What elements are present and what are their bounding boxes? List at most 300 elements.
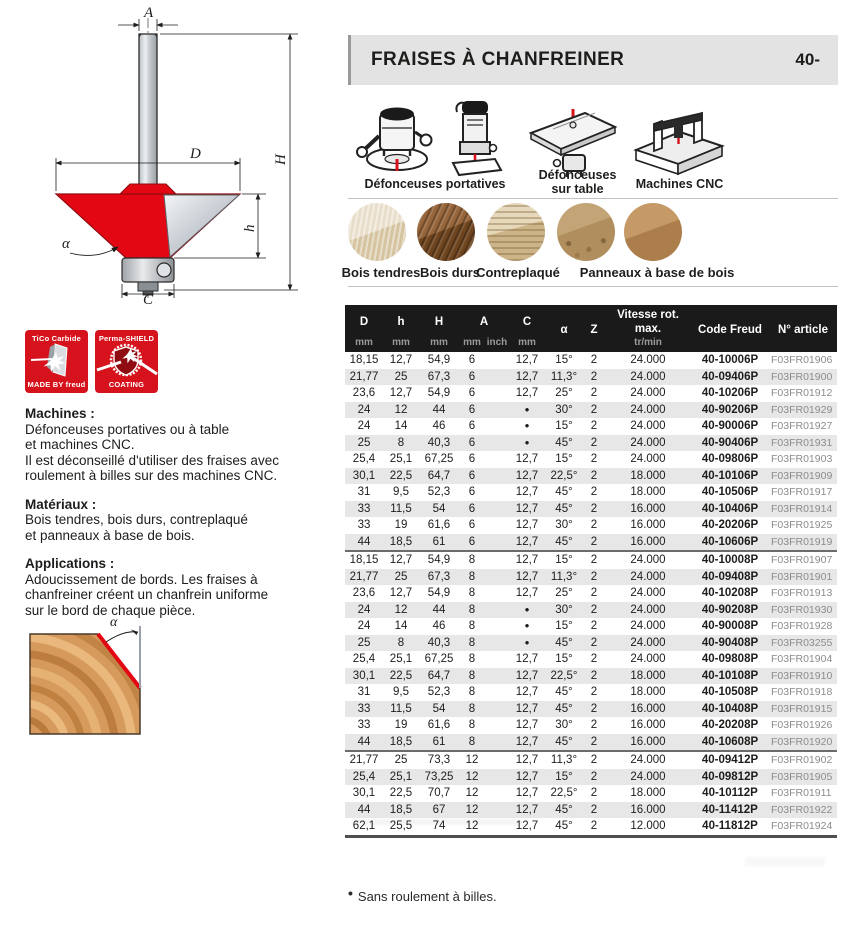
table-cell: • bbox=[509, 602, 545, 619]
table-cell: F03FR01906 bbox=[771, 354, 833, 366]
table-cell: 16.000 bbox=[605, 701, 691, 718]
table-cell bbox=[485, 517, 509, 534]
table-cell: 18.000 bbox=[630, 686, 666, 698]
table-cell: 15° bbox=[545, 551, 583, 569]
column-header: C bbox=[509, 305, 545, 336]
table-cell: 2 bbox=[590, 486, 598, 498]
table-cell: 21,77 bbox=[345, 751, 383, 769]
column-subheader: mm bbox=[419, 336, 459, 352]
table-cell bbox=[485, 602, 509, 619]
table-cell: 30° bbox=[555, 719, 573, 731]
table-cell: 8 bbox=[468, 587, 476, 599]
table-cell: 12,7 bbox=[509, 802, 545, 819]
table-cell: 12 bbox=[383, 602, 419, 619]
table-cell bbox=[485, 435, 509, 452]
label-defonceuses-sur-table-1: Défonceuses bbox=[538, 168, 617, 182]
column-subheader: mm bbox=[383, 336, 419, 352]
table-cell: 40-09412P bbox=[691, 751, 769, 769]
table-cell: 12,7 bbox=[515, 387, 539, 399]
table-cell: 23,6 bbox=[352, 387, 376, 399]
table-cell: 24.000 bbox=[605, 551, 691, 569]
table-cell: 8 bbox=[383, 635, 419, 652]
table-cell: F03FR03255 bbox=[769, 635, 837, 652]
table-cell bbox=[485, 352, 509, 369]
table-cell: 8 bbox=[459, 701, 485, 718]
table-cell: 40-10108P bbox=[691, 668, 769, 685]
table-row bbox=[345, 585, 837, 602]
table-cell: 54,9 bbox=[419, 551, 459, 569]
badge-title: Perma-SHIELD bbox=[98, 334, 155, 343]
table-cell: 61,6 bbox=[427, 519, 451, 531]
table-cell: 12,7 bbox=[509, 468, 545, 485]
table-cell: 12,7 bbox=[515, 486, 539, 498]
table-cell: 52,3 bbox=[427, 486, 451, 498]
table-cell: 45° bbox=[555, 686, 573, 698]
table-cell: 40-10406P bbox=[691, 501, 769, 518]
table-cell: 45° bbox=[555, 486, 573, 498]
table-cell: 45° bbox=[545, 802, 583, 819]
table-cell: 23,6 bbox=[352, 587, 376, 599]
table-cell: F03FR01929 bbox=[769, 402, 837, 419]
table-cell: 25 bbox=[345, 435, 383, 452]
table-row bbox=[345, 468, 837, 485]
table-row bbox=[345, 352, 837, 369]
table-cell: 16.000 bbox=[605, 734, 691, 752]
table-cell: 18,5 bbox=[383, 534, 419, 552]
table-cell: 18,15 bbox=[349, 354, 379, 366]
table-cell: F03FR01903 bbox=[771, 453, 833, 465]
table-cell: 45° bbox=[545, 501, 583, 518]
table-cell: 8 bbox=[459, 734, 485, 752]
table-cell: 52,3 bbox=[427, 686, 451, 698]
table-cell: 12,7 bbox=[509, 734, 545, 752]
table-cell: F03FR01920 bbox=[769, 734, 837, 752]
table-cell bbox=[485, 734, 509, 752]
table-cell: 14 bbox=[394, 620, 408, 632]
table-cell: 6 bbox=[468, 354, 476, 366]
table-cell: 6 bbox=[459, 468, 485, 485]
table-cell: 64,7 bbox=[419, 468, 459, 485]
table-row bbox=[345, 551, 837, 569]
swatch-mdf-icon bbox=[624, 203, 682, 261]
divider-rule bbox=[348, 198, 838, 199]
table-cell: F03FR01905 bbox=[769, 769, 837, 786]
table-cell: 2 bbox=[583, 668, 605, 685]
column-header: h bbox=[383, 305, 419, 336]
page-title: FRAISES À CHANFREINER bbox=[371, 49, 625, 70]
column-header: Vitesse rot. max. bbox=[605, 305, 691, 336]
column-header: A bbox=[459, 305, 509, 336]
table-cell: 2 bbox=[590, 686, 598, 698]
section-header-band bbox=[348, 35, 838, 85]
dim-label-C: C bbox=[143, 292, 154, 304]
table-cell: 24 bbox=[345, 602, 383, 619]
table-cell: F03FR01924 bbox=[771, 820, 833, 832]
table-cell: 70,7 bbox=[427, 787, 451, 799]
table-cell: 2 bbox=[583, 569, 605, 586]
table-cell: 6 bbox=[468, 420, 476, 432]
materiaux-heading: Matériaux : bbox=[25, 496, 97, 512]
table-cell: 24.000 bbox=[630, 387, 666, 399]
table-cell: 2 bbox=[583, 769, 605, 786]
table-cell: 25 bbox=[383, 569, 419, 586]
table-cell: 2 bbox=[583, 635, 605, 652]
table-cell: 33 bbox=[357, 719, 371, 731]
table-cell bbox=[485, 618, 509, 635]
table-cell: 11,3° bbox=[545, 369, 583, 386]
table-cell: 18.000 bbox=[605, 468, 691, 485]
table-cell: 9,5 bbox=[393, 486, 409, 498]
table-cell: 16.000 bbox=[630, 719, 666, 731]
table-cell bbox=[485, 385, 509, 402]
table-cell: 30,1 bbox=[345, 668, 383, 685]
table-cell: 40-09808P bbox=[701, 653, 759, 665]
label-panneaux: Panneaux à base de bois bbox=[579, 265, 735, 280]
table-cell: 8 bbox=[383, 435, 419, 452]
table-cell: 24.000 bbox=[630, 354, 666, 366]
table-cell: 2 bbox=[590, 719, 598, 731]
table-cell: 24 bbox=[345, 402, 383, 419]
table-cell: 12,7 bbox=[509, 569, 545, 586]
table-cell: 18.000 bbox=[630, 486, 666, 498]
table-cell bbox=[485, 802, 509, 819]
table-cell bbox=[485, 635, 509, 652]
table-cell: 40-11412P bbox=[691, 802, 769, 819]
column-subheader: inch bbox=[485, 336, 509, 352]
table-cell bbox=[485, 484, 509, 501]
table-cell: 18,5 bbox=[383, 802, 419, 819]
table-cell: 25° bbox=[555, 387, 573, 399]
product-info-text bbox=[25, 406, 330, 631]
table-cell: 2 bbox=[583, 701, 605, 718]
scan-artifact bbox=[352, 819, 522, 825]
page-number: 40- bbox=[795, 50, 820, 69]
table-cell: 24 bbox=[357, 620, 371, 632]
table-cell: 15° bbox=[555, 653, 573, 665]
table-cell: 22,5° bbox=[545, 668, 583, 685]
table-cell: 8 bbox=[468, 653, 476, 665]
badge-subtitle: MADE BY freud bbox=[27, 380, 86, 389]
table-cell: 62,1 bbox=[352, 820, 376, 832]
table-cell: 64,7 bbox=[419, 668, 459, 685]
table-cell: 24.000 bbox=[630, 453, 666, 465]
table-cell: 6 bbox=[459, 402, 485, 419]
table-cell: 24.000 bbox=[630, 620, 666, 632]
label-contreplaque: Contreplaqué bbox=[476, 265, 560, 280]
table-cell: 11,3° bbox=[545, 569, 583, 586]
table-cell: 12,7 bbox=[389, 354, 413, 366]
table-row bbox=[345, 701, 837, 718]
table-cell: 54 bbox=[419, 501, 459, 518]
table-cell: 12,7 bbox=[515, 686, 539, 698]
table-row bbox=[345, 418, 837, 435]
table-cell: 12,7 bbox=[509, 501, 545, 518]
table-cell bbox=[485, 418, 509, 435]
table-cell: 12,7 bbox=[515, 787, 539, 799]
table-cell bbox=[485, 569, 509, 586]
table-cell: 30° bbox=[555, 519, 573, 531]
table-cell: F03FR01900 bbox=[769, 369, 837, 386]
table-cell bbox=[485, 684, 509, 701]
table-cell: 6 bbox=[468, 387, 476, 399]
table-cell: 40-10208P bbox=[701, 587, 759, 599]
table-cell: 61 bbox=[419, 534, 459, 552]
table-cell bbox=[485, 402, 509, 419]
table-cell: 12.000 bbox=[630, 820, 666, 832]
table-cell: 21,77 bbox=[345, 569, 383, 586]
table-cell: 12 bbox=[459, 802, 485, 819]
table-cell: 12,7 bbox=[509, 769, 545, 786]
table-cell: 15° bbox=[545, 769, 583, 786]
table-cell: 12,7 bbox=[509, 369, 545, 386]
applications-section bbox=[25, 556, 330, 618]
table-cell: 2 bbox=[590, 787, 598, 799]
table-cell: 40-10006P bbox=[701, 354, 759, 366]
table-cell: 40-90408P bbox=[691, 635, 769, 652]
table-cell: 25 bbox=[383, 751, 419, 769]
table-cell: 30,1 bbox=[352, 787, 376, 799]
table-cell: 2 bbox=[583, 602, 605, 619]
table-cell: 22,5 bbox=[383, 668, 419, 685]
table-cell: 30,1 bbox=[345, 468, 383, 485]
table-row bbox=[345, 785, 837, 802]
machines-section bbox=[25, 406, 330, 484]
table-cell: 14 bbox=[394, 420, 408, 432]
table-cell: 40-09812P bbox=[691, 769, 769, 786]
table-cell bbox=[485, 717, 509, 734]
router-bit-technical-drawing bbox=[18, 6, 318, 304]
table-row bbox=[345, 534, 837, 552]
table-cell: 24.000 bbox=[605, 769, 691, 786]
footnote-bullet: • bbox=[348, 885, 353, 901]
table-cell bbox=[485, 468, 509, 485]
materiaux-section bbox=[25, 497, 330, 544]
table-cell: F03FR01918 bbox=[771, 686, 833, 698]
table-cell: 40-10506P bbox=[701, 486, 759, 498]
table-cell: 40-90208P bbox=[691, 602, 769, 619]
table-cell: 8 bbox=[468, 686, 476, 698]
table-cell: 12,7 bbox=[515, 719, 539, 731]
table-cell: F03FR01928 bbox=[771, 620, 833, 632]
table-cell: 12,7 bbox=[515, 453, 539, 465]
table-cell: F03FR01927 bbox=[771, 420, 833, 432]
table-cell: 40-10508P bbox=[701, 686, 759, 698]
table-cell: F03FR01904 bbox=[771, 653, 833, 665]
table-cell: F03FR01914 bbox=[769, 501, 837, 518]
table-cell: 24.000 bbox=[605, 635, 691, 652]
table-cell: 9,5 bbox=[393, 686, 409, 698]
table-cell: 40-90406P bbox=[691, 435, 769, 452]
table-cell: 12,7 bbox=[509, 701, 545, 718]
table-cell: 16.000 bbox=[605, 802, 691, 819]
table-row bbox=[345, 769, 837, 786]
table-cell: 8 bbox=[459, 602, 485, 619]
carbide-tooth-icon bbox=[25, 340, 88, 382]
wood-alpha-label: α bbox=[110, 615, 118, 630]
table-cell: 45° bbox=[545, 435, 583, 452]
table-cell: 40-10008P bbox=[691, 551, 769, 569]
table-cell: 25,5 bbox=[389, 820, 413, 832]
table-cell: F03FR01912 bbox=[771, 387, 833, 399]
table-cell: 40-10408P bbox=[691, 701, 769, 718]
shield-icon bbox=[95, 340, 158, 382]
table-cell: 54 bbox=[419, 701, 459, 718]
table-cell: 24.000 bbox=[630, 587, 666, 599]
table-cell: 12,7 bbox=[515, 820, 539, 832]
table-row bbox=[345, 369, 837, 386]
table-cell: 12,7 bbox=[389, 387, 413, 399]
table-cell: 12,7 bbox=[515, 519, 539, 531]
table-cell: 25,4 bbox=[352, 653, 376, 665]
machines-heading: Machines : bbox=[25, 406, 95, 421]
table-row bbox=[345, 435, 837, 452]
table-cell: F03FR01909 bbox=[769, 468, 837, 485]
table-cell: 15° bbox=[555, 453, 573, 465]
table-cell: 6 bbox=[459, 369, 485, 386]
table-cell bbox=[485, 501, 509, 518]
swatch-bois-durs-icon bbox=[417, 203, 475, 261]
info-line: Il est déconseillé d'utiliser des fraises avec bbox=[25, 452, 279, 468]
table-cell: 2 bbox=[583, 751, 605, 769]
table-cell: 16.000 bbox=[630, 519, 666, 531]
table-cell: 25,4 bbox=[345, 769, 383, 786]
table-row bbox=[345, 802, 837, 819]
table-cell: 12,7 bbox=[509, 751, 545, 769]
table-cell: 30° bbox=[545, 602, 583, 619]
table-cell: 12 bbox=[459, 769, 485, 786]
table-cell: 45° bbox=[545, 534, 583, 552]
table-cell: 24 bbox=[357, 420, 371, 432]
table-cell: 18,15 bbox=[345, 551, 383, 569]
table-cell: 67,25 bbox=[424, 453, 454, 465]
badge-title: TiCo Carbide bbox=[32, 334, 81, 343]
table-row bbox=[345, 684, 837, 701]
trim-router-icon bbox=[447, 96, 505, 180]
table-cell: 33 bbox=[345, 501, 383, 518]
plunge-router-icon bbox=[352, 98, 440, 176]
label-defonceuses-portatives: Défonceuses portatives bbox=[364, 177, 506, 191]
column-header: H bbox=[419, 305, 459, 336]
table-cell: F03FR01931 bbox=[769, 435, 837, 452]
table-cell: 61 bbox=[419, 734, 459, 752]
swatch-panneau-particules-icon bbox=[557, 203, 615, 261]
table-cell: 40-09806P bbox=[701, 453, 759, 465]
table-cell: 2 bbox=[583, 734, 605, 752]
table-cell: 30° bbox=[545, 402, 583, 419]
table-cell: 2 bbox=[590, 519, 598, 531]
table-cell: 2 bbox=[583, 402, 605, 419]
cnc-machine-icon bbox=[630, 106, 728, 178]
table-cell: 22,5° bbox=[550, 787, 578, 799]
table-cell: 12,7 bbox=[383, 551, 419, 569]
table-cell: • bbox=[524, 418, 530, 433]
table-cell: 25,1 bbox=[389, 653, 413, 665]
table-row bbox=[345, 451, 837, 468]
table-cell: 25° bbox=[555, 587, 573, 599]
table-cell bbox=[485, 769, 509, 786]
table-cell: 6 bbox=[468, 453, 476, 465]
info-line: sur le bord de chaque pièce. bbox=[25, 602, 196, 618]
table-cell bbox=[485, 369, 509, 386]
table-cell: 6 bbox=[459, 435, 485, 452]
table-cell: 24.000 bbox=[605, 369, 691, 386]
label-machines-cnc: Machines CNC bbox=[635, 177, 724, 191]
table-cell: 24.000 bbox=[605, 602, 691, 619]
table-cell: 40,3 bbox=[419, 635, 459, 652]
badge-subtitle: COATING bbox=[108, 380, 145, 389]
table-cell: F03FR01915 bbox=[769, 701, 837, 718]
column-subheader: mm bbox=[345, 336, 383, 352]
table-cell: 22,5 bbox=[383, 468, 419, 485]
table-cell: 73,25 bbox=[419, 769, 459, 786]
table-cell: • bbox=[509, 435, 545, 452]
table-cell: 2 bbox=[590, 653, 598, 665]
table-cell: 2 bbox=[590, 453, 598, 465]
table-cell: 18.000 bbox=[605, 668, 691, 685]
applications-heading: Applications : bbox=[25, 556, 115, 571]
table-cell: 45° bbox=[545, 734, 583, 752]
column-header: D bbox=[345, 305, 383, 336]
table-row bbox=[345, 385, 837, 402]
info-line: et machines CNC. bbox=[25, 437, 135, 452]
table-row bbox=[345, 569, 837, 586]
column-subheader: mm bbox=[509, 336, 545, 352]
table-cell: 22,5 bbox=[389, 787, 413, 799]
table-cell: 21,77 bbox=[345, 369, 383, 386]
table-cell: F03FR01919 bbox=[769, 534, 837, 552]
table-cell: 67,3 bbox=[419, 569, 459, 586]
table-cell: 2 bbox=[590, 620, 598, 632]
table-cell: 25,4 bbox=[352, 453, 376, 465]
table-cell: 40-10106P bbox=[691, 468, 769, 485]
table-cell: 15° bbox=[555, 620, 573, 632]
table-cell: 2 bbox=[583, 369, 605, 386]
table-cell: • bbox=[524, 618, 530, 633]
table-cell: 74 bbox=[432, 820, 446, 832]
info-line: Bois tendres, bois durs, contreplaqué bbox=[25, 512, 248, 527]
table-cell: 25 bbox=[345, 635, 383, 652]
table-cell: 12,7 bbox=[515, 587, 539, 599]
table-cell: 44 bbox=[345, 734, 383, 752]
table-row bbox=[345, 517, 837, 534]
table-cell: 25 bbox=[383, 369, 419, 386]
column-header: Z bbox=[583, 305, 605, 352]
table-cell: 40-90006P bbox=[701, 420, 759, 432]
table-cell: 6 bbox=[459, 534, 485, 552]
table-cell: 40-10608P bbox=[691, 734, 769, 752]
table-cell: 40-10206P bbox=[701, 387, 759, 399]
swatch-contreplaque-icon bbox=[487, 203, 545, 261]
table-cell: 11,5 bbox=[383, 701, 419, 718]
table-cell: F03FR01922 bbox=[769, 802, 837, 819]
label-defonceuses-sur-table-2: sur table bbox=[551, 182, 604, 196]
table-cell bbox=[485, 751, 509, 769]
table-row bbox=[345, 602, 837, 619]
table-cell: F03FR01925 bbox=[771, 519, 833, 531]
table-cell: 8 bbox=[459, 668, 485, 685]
table-cell: 16.000 bbox=[605, 501, 691, 518]
table-cell: 15° bbox=[555, 420, 573, 432]
table-cell: 46 bbox=[432, 620, 446, 632]
table-cell: 44 bbox=[419, 402, 459, 419]
label-bois-durs: Bois durs bbox=[420, 265, 480, 280]
table-cell bbox=[485, 585, 509, 602]
table-cell: 45° bbox=[545, 635, 583, 652]
table-cell: • bbox=[509, 402, 545, 419]
table-cell: 12,7 bbox=[509, 534, 545, 552]
table-cell: 12,7 bbox=[515, 354, 539, 366]
table-cell bbox=[485, 534, 509, 552]
